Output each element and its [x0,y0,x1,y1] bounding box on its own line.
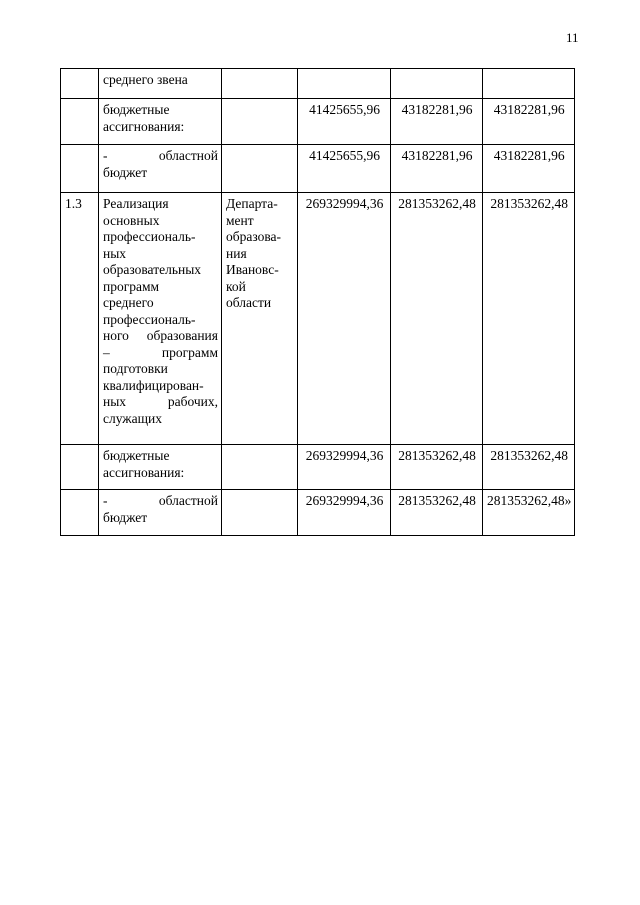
amount-cell-year-3 [483,69,575,99]
executor-cell [222,490,298,536]
amount-cell-year-3: 43182281,96 [483,99,575,145]
item-name-cell [99,145,222,193]
item-name-line: - областной [103,493,218,508]
row-number-cell: 1.3 [61,193,99,445]
item-name-line: образовательных [103,262,202,277]
item-name-cell [99,69,222,99]
item-name-line: подготовки [103,361,168,376]
amount-cell-year-1: 269329994,36 [298,445,391,490]
budget-table [60,68,575,536]
executor-line: мент [226,212,254,228]
item-name-cell [99,99,222,145]
amount-cell-year-2: 281353262,48 [391,445,483,490]
executor-line: области [226,295,272,310]
row-number-cell [61,145,99,193]
executor-cell [222,145,298,193]
item-name-line: ного образования [103,328,218,343]
executor-line: кой [226,278,246,294]
amount-cell-year-1: 41425655,96 [298,145,391,193]
item-name-line: ассигнования: [103,464,185,480]
executor-line: Департа- [226,196,278,211]
row-number-cell [61,99,99,145]
item-name-cell [99,445,222,490]
amount-cell-year-1: 41425655,96 [298,99,391,145]
table-row [61,69,575,99]
page-number: 11 [566,30,579,45]
executor-line: образова- [226,229,282,244]
executor-cell [222,445,298,490]
amount-cell-year-3: 281353262,48» [483,490,575,536]
executor-cell [222,69,298,99]
amount-cell-year-2: 281353262,48 [391,490,483,536]
item-name-line: ных рабочих, [103,394,218,409]
item-name-line: профессиональ- [103,311,196,327]
item-name-line: среднего звена [103,72,188,87]
row-number-cell [61,490,99,536]
item-name-line: – программ [103,344,218,360]
item-name-line: бюджет [103,509,148,525]
item-name-line: бюджетные [103,102,170,117]
item-name-line: квалифицирован- [103,377,204,393]
executor-cell [222,99,298,145]
executor-cell [222,193,298,445]
item-name-line: среднего [103,295,154,310]
table-row [61,193,575,445]
item-name-line: профессиональ- [103,229,196,244]
item-name-line: ных [103,245,127,261]
item-name-cell [99,193,222,445]
item-name-line: основных [103,212,160,228]
amount-cell-year-3: 281353262,48 [483,445,575,490]
table-row [61,445,575,490]
item-name-line: Реализация [103,196,169,211]
item-name-cell [99,490,222,536]
amount-cell-year-2: 43182281,96 [391,145,483,193]
amount-cell-year-2: 281353262,48 [391,193,483,445]
amount-cell-year-2 [391,69,483,99]
item-name-line: ассигнования: [103,118,185,134]
table-row [61,490,575,536]
item-name-line: бюджетные [103,448,170,463]
item-name-line: - областной [103,148,218,163]
amount-cell-year-1: 269329994,36 [298,193,391,445]
amount-cell-year-3: 43182281,96 [483,145,575,193]
table-row [61,99,575,145]
executor-line: Ивановс- [226,262,279,277]
item-name-line: бюджет [103,164,148,180]
item-name-line: служащих [103,410,162,426]
item-name-line: программ [103,278,160,294]
amount-cell-year-3: 281353262,48 [483,193,575,445]
budget-table-body [61,69,575,536]
executor-line: ния [226,245,247,261]
row-number-cell [61,69,99,99]
table-row [61,145,575,193]
amount-cell-year-1 [298,69,391,99]
amount-cell-year-2: 43182281,96 [391,99,483,145]
amount-cell-year-1: 269329994,36 [298,490,391,536]
row-number-cell [61,445,99,490]
